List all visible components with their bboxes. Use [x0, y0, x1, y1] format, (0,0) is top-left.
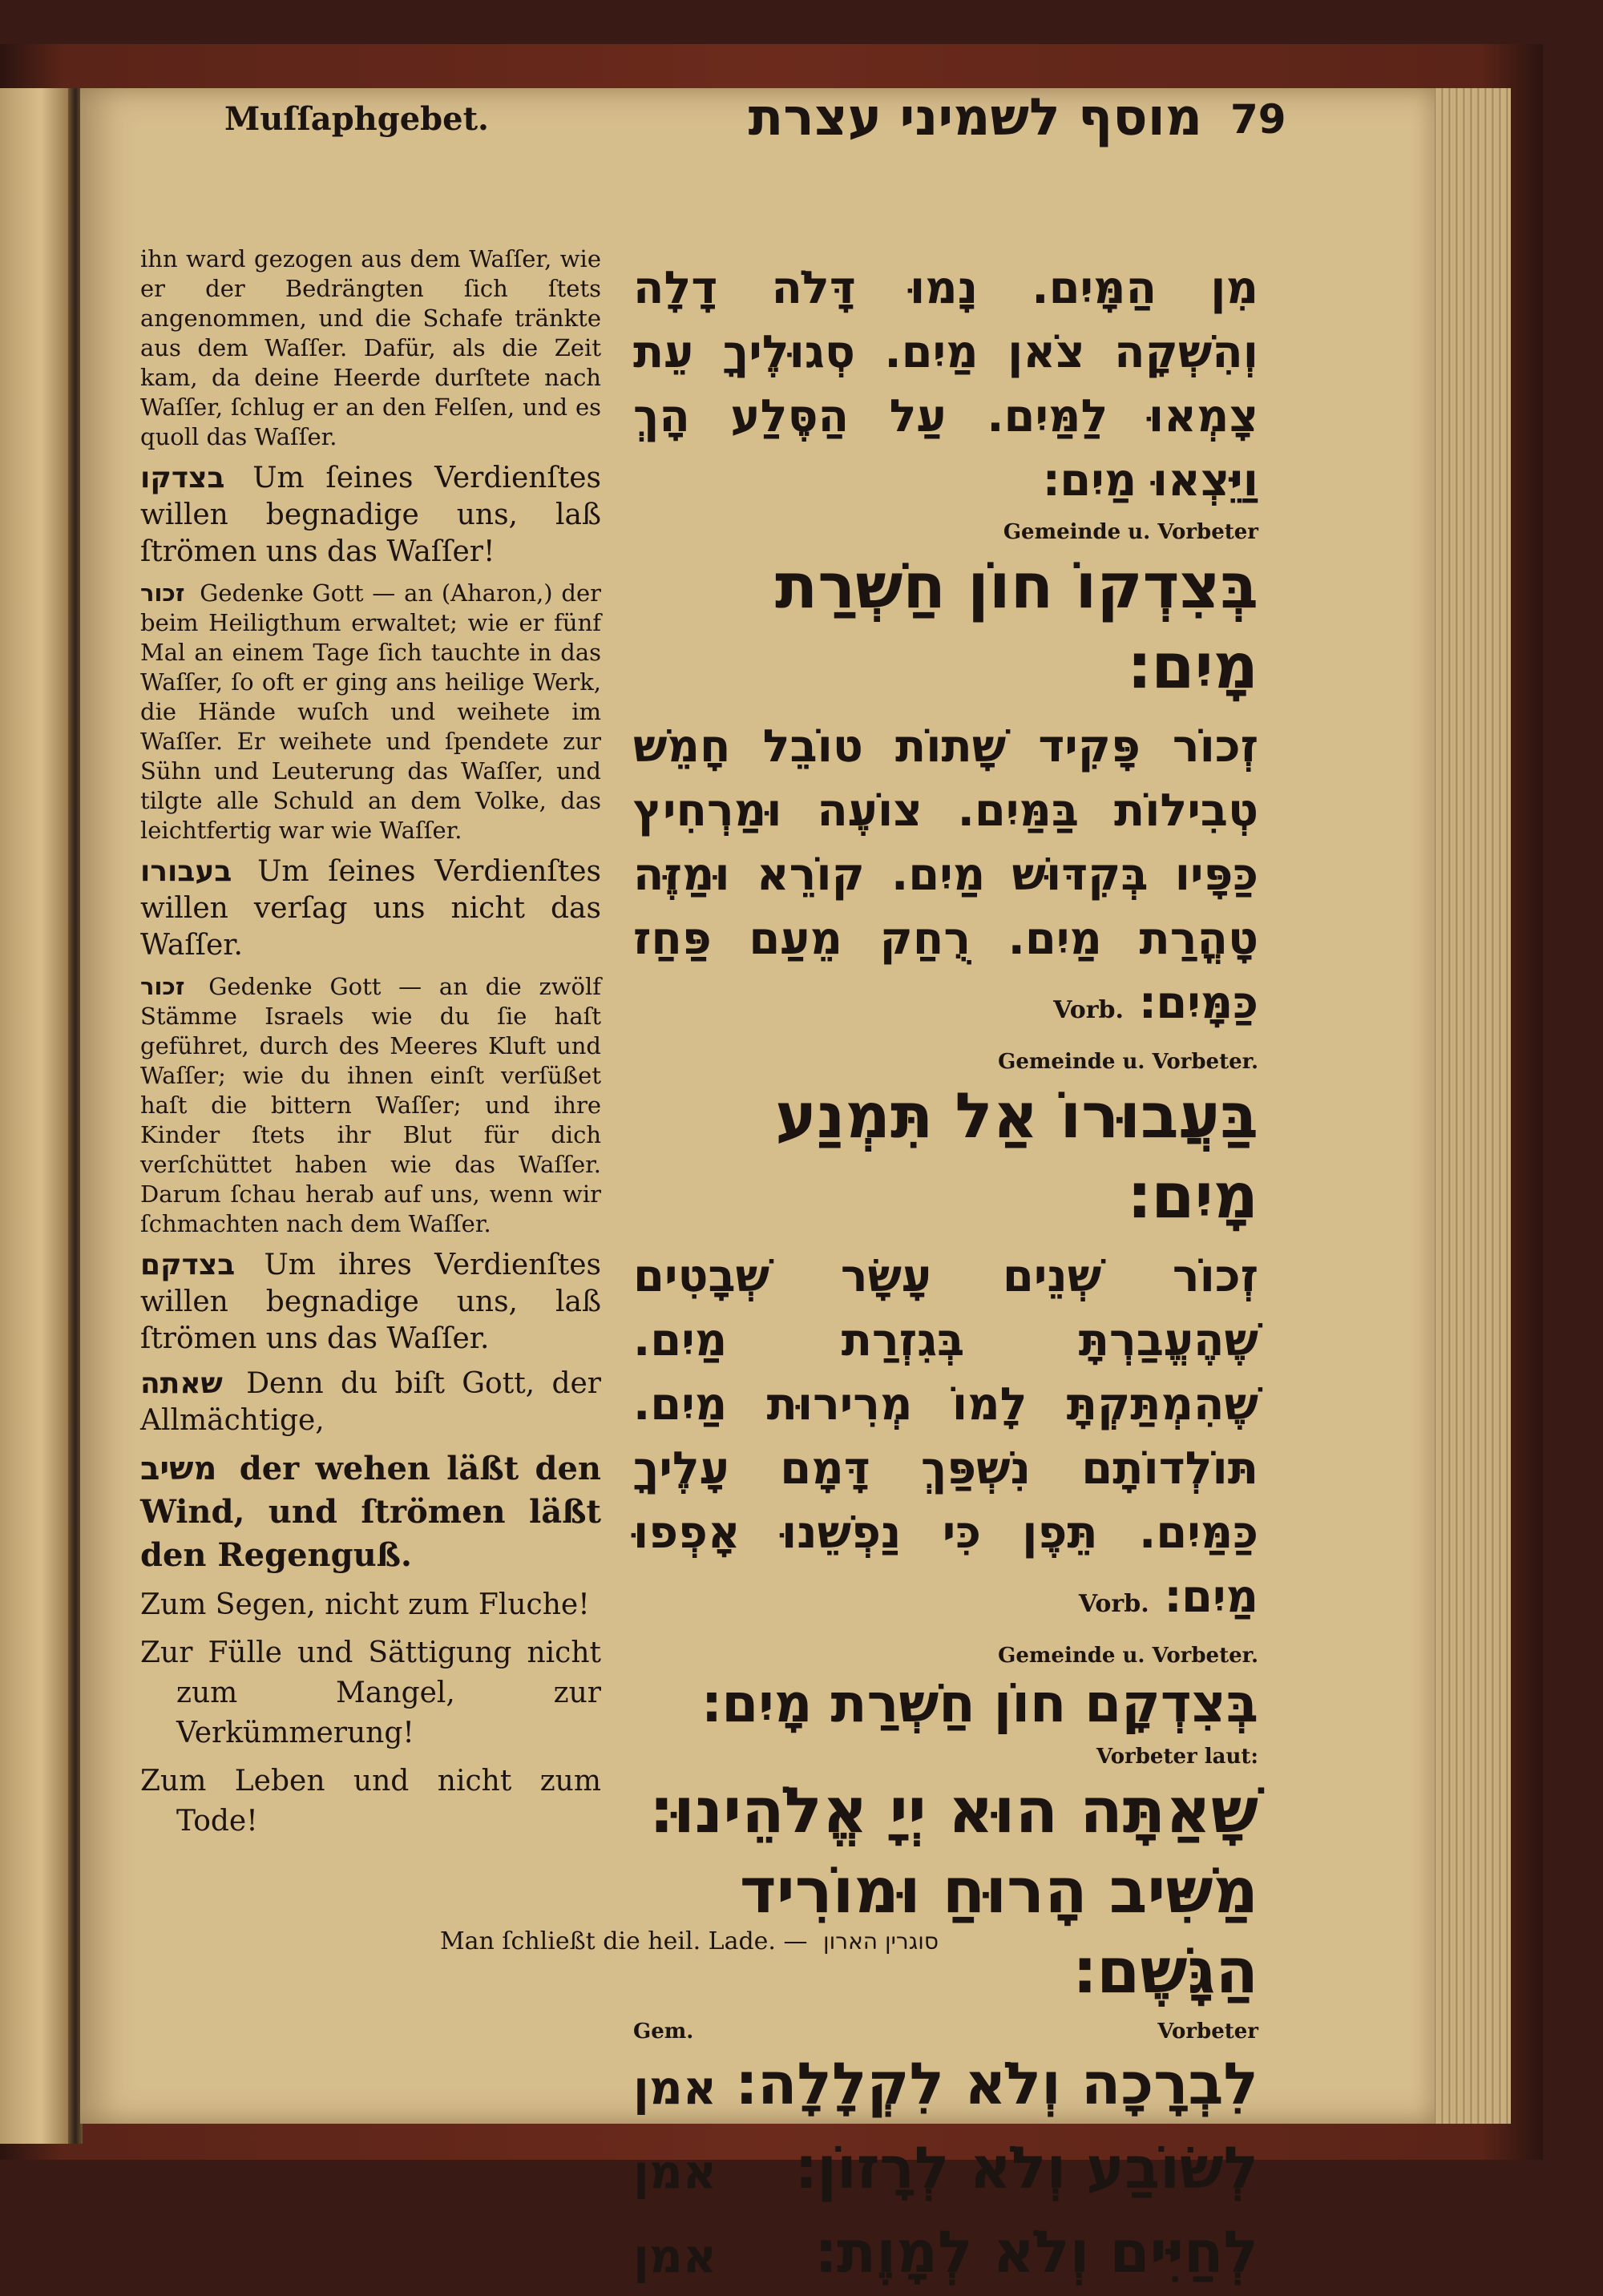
german-paragraph	[140, 1366, 601, 1439]
blessing-text: לִבְרָכָה וְלֹא לִקְלָלָה׃	[736, 2050, 1258, 2117]
german-text: Um ſeines Verdienſtes willen verſag uns nicht das Waſſer.	[140, 855, 602, 962]
blessing-row	[633, 2044, 1258, 2128]
hebrew-cue: משיב	[140, 1451, 217, 1487]
response-label: Gemeinde u. Vorbeter.	[998, 1644, 1258, 1668]
vorbeter-label: Vorb.	[1078, 1590, 1149, 1618]
german-paragraph	[140, 579, 601, 845]
german-paragraph	[140, 972, 601, 1239]
footer-hebrew: סוגרין הארון	[823, 1928, 939, 1955]
hebrew-stanza-text: זְכוֹר פָּקִיד שָׁתוֹת טוֹבֵל חָמֵשׁ טְבִילוֹת בַּמַּיִם. צוֹעֶה וּמַרְחִיץ כַּפָּיו בְּקִדּוּשׁ מַיִם. קוֹרֵא וּמַזֶּה טָהֳרַת מַיִם. רֻחַק מֵעַם פַּחַז כַּמָּיִם׃	[633, 720, 1258, 1029]
german-text: Um ſeines Verdienſtes willen begnadige uns, laß ſtrömen uns das Waſſer!	[140, 462, 601, 568]
hebrew-refrain: בְּצִדְקָם חוֹן חַשְׁרַת מָיִם׃	[701, 1673, 1258, 1734]
hebrew-cue: בצדקם	[140, 1249, 236, 1281]
blessing-text: לְשׂוֹבַע וְלֹא לְרָזוֹן׃	[795, 2134, 1258, 2201]
response-label: Vorbeter laut:	[1096, 1745, 1258, 1769]
hebrew-column	[633, 256, 1258, 2296]
footer-german: Man ſchließt die heil. Lade. —	[439, 1927, 808, 1955]
german-line: Zum Leben und nicht zum Tode!	[140, 1765, 601, 1838]
hebrew-cue: בעבורו	[140, 855, 232, 888]
hebrew-refrain: מַשִּׁיב הָרוּחַ וּמוֹרִיד הַגָּשֶׁם׃	[739, 1855, 1258, 2007]
blessings-block	[633, 2020, 1258, 2296]
hebrew-stanza-text: זְכוֹר שְׁנֵים עָשָׂר שְׁבָטִים שֶׁהֶעֱבַרְתָּ בְּגִזְרַת מַיִם. שֶׁהִמְתַּקְתָּ לָמוֹ מְרִירוּת מַיִם. תּוֹלְדוֹתָם נִשְׁפַּךְ דָּמָם עָלֶיךָ כַּמַּיִם. תֵּפֶן כִּי נַפְשֵׁנוּ אָפְפוּ מַיִם׃	[633, 1250, 1258, 1623]
german-text: der wehen läßt den Wind, und ſtrömen läßt den Regenguß.	[140, 1450, 601, 1574]
hebrew-refrain: בַּעֲבוּרוֹ אַל תִּמְנַע מָיִם׃	[775, 1080, 1258, 1233]
hebrew-refrain: שָׁאַתָּה הוּא יְיָ אֱלֹהֵינוּ׃	[649, 1775, 1258, 1847]
vorbeter-label: Vorbeter	[1157, 2020, 1258, 2044]
blessing-row	[633, 2128, 1258, 2212]
running-title-german: Muſſaphgebet.	[224, 100, 489, 138]
page-number: 79	[1230, 96, 1286, 143]
response-label: Gemeinde u. Vorbeter.	[998, 1050, 1258, 1074]
german-column	[140, 244, 601, 1850]
german-paragraph	[140, 1247, 601, 1358]
hebrew-cue: בצדקו	[140, 462, 225, 494]
german-line: Zur Fülle und Sättigung nicht zum Mangel, zur Verkümmerung!	[140, 1636, 601, 1749]
hebrew-stanza	[633, 1245, 1258, 1636]
blessings-header	[633, 2020, 1258, 2044]
response-label: Gemeinde u. Vorbeter	[1003, 520, 1258, 544]
footer-rubric	[385, 1927, 994, 1955]
german-paragraph	[140, 1447, 601, 1577]
vorbeter-label: Vorb.	[1053, 996, 1124, 1024]
hebrew-refrain: בְּצִדְקוֹ חוֹן חַשְׁרַת מָיִם׃	[775, 551, 1258, 703]
german-text: Um ihres Verdienſtes willen begnadige uns, laß ſtrömen uns das Waſſer.	[140, 1249, 601, 1355]
hebrew-stanza: מִן הַמָּיִם. נָמוּ דָּלֹה דָלָה וְהִשְׁקָה צֹאן מַיִם. סְגוּלֶיךָ עֵת צָמְאוּ לַמַּיִם. עַל הַסֶּלַע הָךְ וַיֵּצְאוּ מַיִם׃	[633, 262, 1258, 506]
amen-response: אמן	[633, 2145, 717, 2199]
hebrew-cue: שאתה	[140, 1367, 223, 1400]
german-text: Gedenke Gott — an die zwölf Stämme Israels wie du ſie haſt geführet, durch des Meeres Kluft und Waſſer; wie du ihnen einſt verſüßet haſt die bittern Waſſer; und ihre Kinder ſtets ihr Blut für dich verſchüttet haben wie das Waſſer. Darum ſchau herab auf uns, wenn wir ſchmachten nach dem Waſſer.	[140, 973, 602, 1237]
german-paragraph: ihn ward gezogen aus dem Waſſer, wie er der Bedrängten ſich ſtets angenommen, und die Schafe tränkte aus dem Waſſer. Dafür, als die Zeit kam, da deine Heerde durſtete nach Waſſer, ſchlug er an den Felſen, und es quoll das Waſſer.	[140, 245, 601, 450]
german-paragraph	[140, 853, 601, 964]
left-page-edge	[0, 88, 68, 2144]
amen-response: אמן	[633, 2060, 717, 2115]
german-line: Zum Segen, nicht zum Fluche!	[140, 1588, 590, 1621]
german-paragraph	[140, 460, 601, 571]
hebrew-stanza	[633, 715, 1258, 1043]
hebrew-cue: זכור	[140, 579, 185, 607]
blessing-text: לְחַיִּים וְלֹא לְמָוֶת׃	[815, 2218, 1258, 2286]
blessing-row	[633, 2212, 1258, 2296]
amen-response: אמן	[633, 2229, 717, 2283]
german-text: Gedenke Gott — an (Aharon,) der beim Heiligthum erwaltet; wie er fünf Mal an einem Tage ſich tauchte in das Waſſer, ſo oft er ging ans heilige Werk, die Hände wuſch und weihete im Waſſer. Er weihete und ſpendete zur Sühn und Leuterung das Waſſer, und tilgte alle Schuld an dem Volke, das leichtfertig war wie Waſſer.	[140, 579, 601, 844]
hebrew-cue: זכור	[140, 973, 185, 1000]
page-edges	[1423, 88, 1511, 2124]
gemeinde-label: Gem.	[633, 2020, 694, 2044]
running-title-hebrew: מוסף לשמיני עצרת	[748, 88, 1202, 147]
german-text: Denn du biſt Gott, der Allmächtige,	[140, 1367, 601, 1437]
